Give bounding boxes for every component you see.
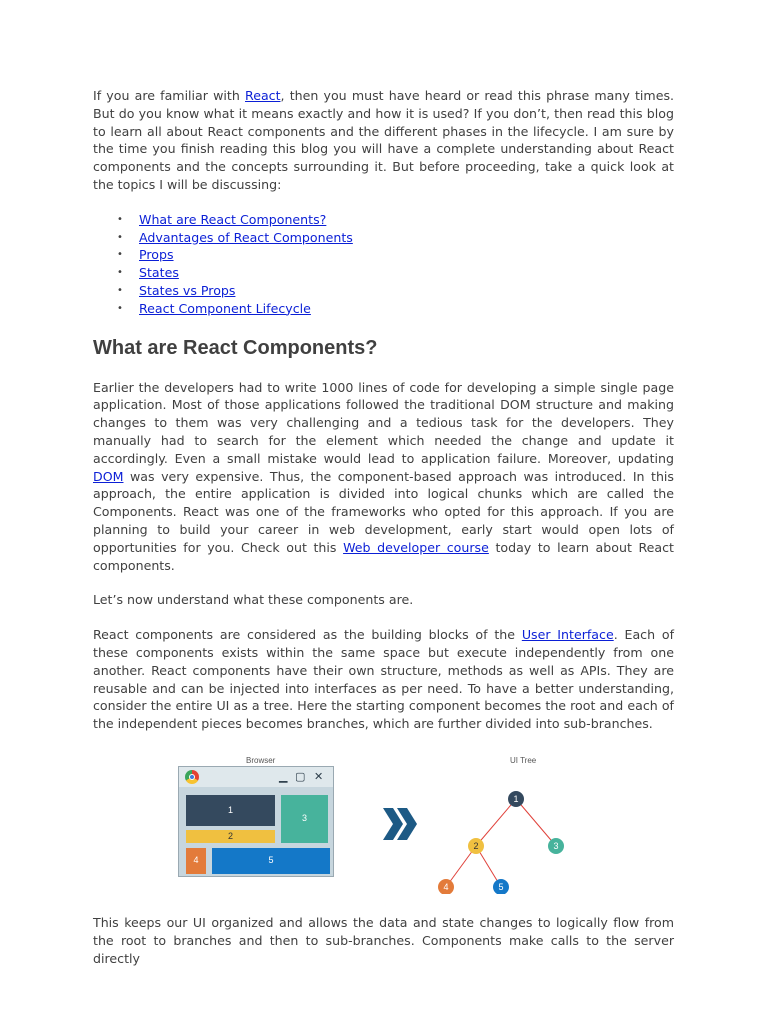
block-5: 5 <box>212 848 330 874</box>
bullet-icon: • <box>117 302 123 314</box>
block-4: 4 <box>186 848 206 874</box>
web-developer-course-link[interactable]: Web developer course <box>343 539 489 555</box>
bullet-icon: • <box>117 284 123 296</box>
list-item <box>93 229 674 247</box>
tree-node-5 <box>493 879 509 894</box>
close-icon: ✕ <box>314 769 324 783</box>
component-tree-figure <box>93 750 674 896</box>
article-body <box>93 87 674 967</box>
maximize-icon: ▢ <box>295 769 306 783</box>
svg-text:3: 3 <box>553 840 559 851</box>
react-link[interactable]: React <box>245 88 281 103</box>
bullet-icon: • <box>117 267 123 279</box>
tree-node-1 <box>508 791 524 807</box>
ui-tree-diagram <box>433 766 573 894</box>
intro-paragraph: If you are familiar with React, then you must have heard or read this phrase many times. But do you know what it means exactly and how it is used? If you don’t, then read this blog to learn all about React components and the different phases in the lifecycle. I am sure by the time you finish reading this blog you will have a complete understanding about React components and the concepts surrounding it. But before proceeding, take a quick look at the topics I will be discussing: <box>93 88 675 192</box>
browser-illustration <box>178 766 334 877</box>
toc-link-lifecycle[interactable]: React Component Lifecycle <box>139 300 311 316</box>
edge-1-2 <box>476 799 516 846</box>
bullet-icon: • <box>117 213 123 225</box>
tree-node-4 <box>438 879 454 894</box>
list-item <box>93 264 674 282</box>
toc-link-props[interactable]: Props <box>139 247 174 263</box>
tree-node-2 <box>468 838 484 854</box>
topics-list <box>93 211 674 318</box>
building-blocks-paragraph: React components are considered as the building blocks of the User Interface. Each of these components exists within the same space but execute independently from one another. React components have their own structure, methods as well as APIs. They are reusable and can be injected into interfaces as per need. To have a better understanding, consider the entire UI as a tree. Here the starting component becomes the root and each of the independent pieces becomes branches, which are further divided into sub-branches. <box>93 627 675 732</box>
block-1: 1 <box>186 795 275 826</box>
browser-titlebar <box>179 767 333 787</box>
list-item <box>93 246 674 264</box>
components-paragraph: Earlier the developers had to write 1000 lines of code for developing a simple single page application. Most of those applications followed the traditional DOM structure and making changes to them was very challenging and a tedious task for the developers. They manually had to search for the element which needed the change and update it accordingly. Even a small mistake would lead to application failure. Moreover, updating DOM was very expensive. Thus, the component-based approach was introduced. In this approach, the entire application is divided into logical chunks which are called the Components. React was one of the frameworks who opted for this approach. If you are planning to build your career in web development, early start would open lots of opportunities for you. Check out this Web developer course today to learn about React components. <box>93 379 674 573</box>
list-item <box>93 300 674 318</box>
section-heading: What are React Components? <box>93 336 378 359</box>
chrome-logo-icon <box>185 770 199 784</box>
svg-text:1: 1 <box>513 793 519 804</box>
closing-paragraph: This keeps our UI organized and allows the data and state changes to logically flow from the root to branches and then to sub-branches. Components make calls to the server directly <box>93 914 674 966</box>
list-item <box>93 211 674 229</box>
list-item <box>93 282 674 300</box>
edge-1-3 <box>516 799 556 846</box>
bullet-icon: • <box>117 231 123 243</box>
understand-paragraph: Let’s now understand what these components are. <box>93 592 414 608</box>
block-2: 2 <box>186 830 275 843</box>
toc-link-react-components[interactable]: What are React Components? <box>139 211 327 227</box>
toc-link-states-vs-props[interactable]: States vs Props <box>139 282 236 298</box>
block-3: 3 <box>281 795 328 843</box>
ui-tree-label: UI Tree <box>510 755 537 765</box>
toc-link-advantages[interactable]: Advantages of React Components <box>139 229 353 245</box>
bullet-icon: • <box>117 249 123 261</box>
svg-text:2: 2 <box>473 840 479 851</box>
svg-text:5: 5 <box>498 881 504 892</box>
browser-label: Browser <box>246 755 276 765</box>
double-chevron-right-icon <box>383 808 419 840</box>
tree-node-3 <box>548 838 564 854</box>
dom-link[interactable]: DOM <box>93 468 124 484</box>
svg-text:4: 4 <box>443 881 449 892</box>
minimize-icon: ▁ <box>279 769 288 783</box>
toc-link-states[interactable]: States <box>139 265 179 281</box>
user-interface-link[interactable]: User Interface <box>521 627 614 643</box>
